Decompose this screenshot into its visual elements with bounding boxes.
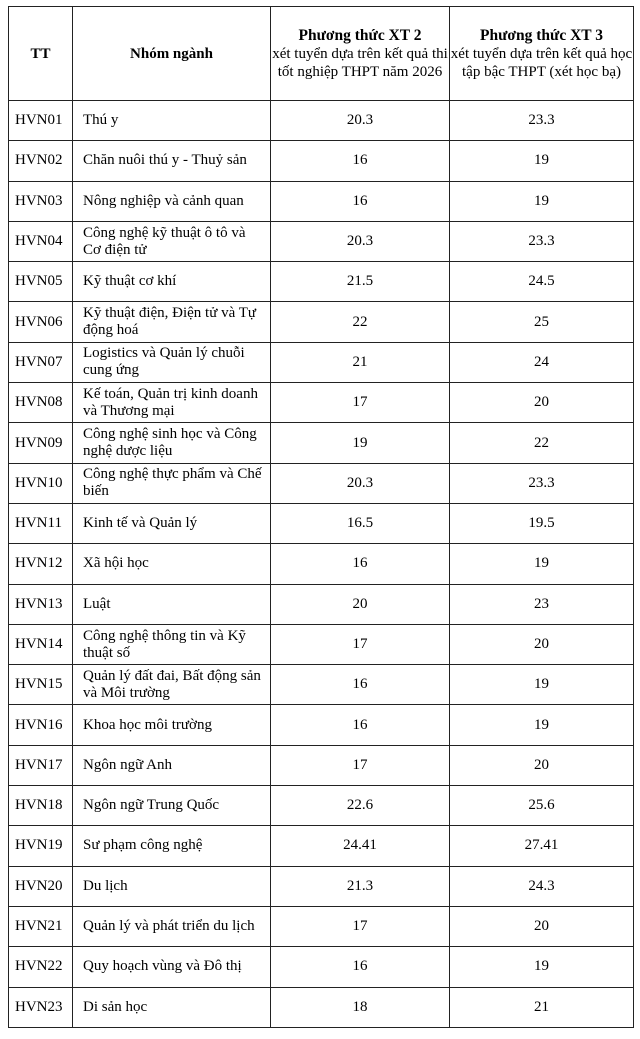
table-row [9,584,634,624]
row-xt2-score: 20.3 [271,463,450,503]
table-row [9,665,634,705]
row-group-name: Công nghệ thực phẩm và Chế biến [73,463,271,503]
row-xt3-score: 24.3 [450,866,634,906]
row-code: HVN05 [9,262,73,302]
row-xt2-score: 17 [271,745,450,785]
table-row [9,463,634,503]
table-header-row [9,7,634,101]
row-xt2-score: 16 [271,705,450,745]
row-group-name: Kinh tế và Quản lý [73,503,271,543]
row-xt3-score: 24.5 [450,262,634,302]
table-row [9,423,634,463]
row-xt2-score: 17 [271,383,450,423]
row-xt2-score: 21.5 [271,262,450,302]
row-group-name: Quy hoạch vùng và Đô thị [73,947,271,987]
row-code: HVN19 [9,826,73,866]
row-code: HVN08 [9,383,73,423]
row-group-name: Di sản học [73,987,271,1027]
table-row [9,262,634,302]
row-group-name: Chăn nuôi thú y - Thuỷ sản [73,141,271,181]
row-group-name: Du lịch [73,866,271,906]
row-group-name: Khoa học môi trường [73,705,271,745]
row-group-name: Nông nghiệp và cảnh quan [73,181,271,221]
header-xt3 [450,7,634,101]
row-xt2-score: 17 [271,906,450,946]
row-code: HVN12 [9,544,73,584]
row-code: HVN18 [9,786,73,826]
row-xt2-score: 16 [271,141,450,181]
row-group-name: Kỹ thuật điện, Điện tử và Tự động hoá [73,302,271,342]
row-group-name: Thú y [73,101,271,141]
header-group [73,7,271,101]
row-xt2-score: 18 [271,987,450,1027]
row-group-name: Ngôn ngữ Trung Quốc [73,786,271,826]
row-xt3-score: 25 [450,302,634,342]
row-xt2-score: 21 [271,342,450,382]
header-tt-label: TT [30,45,51,62]
row-group-name: Công nghệ sinh học và Công nghệ dược liệu [73,423,271,463]
row-group-name: Quản lý đất đai, Bất động sản và Môi trường [73,665,271,705]
row-group-name: Luật [73,584,271,624]
header-xt3-desc: xét tuyển dựa trên kết quả học tập bậc THPT (xét học bạ) [450,46,633,80]
table-row [9,866,634,906]
table-row [9,302,634,342]
row-xt3-score: 24 [450,342,634,382]
header-xt2 [271,7,450,101]
row-code: HVN17 [9,745,73,785]
header-xt2-title: Phương thức XT 2 [298,27,422,44]
row-xt3-score: 20 [450,624,634,664]
row-group-name: Ngôn ngữ Anh [73,745,271,785]
row-code: HVN10 [9,463,73,503]
row-xt3-score: 25.6 [450,786,634,826]
row-xt2-score: 16 [271,665,450,705]
row-xt2-score: 20.3 [271,101,450,141]
table-row [9,221,634,261]
table-row [9,624,634,664]
row-code: HVN07 [9,342,73,382]
row-xt2-score: 19 [271,423,450,463]
row-code: HVN06 [9,302,73,342]
row-group-name: Công nghệ kỹ thuật ô tô và Cơ điện tử [73,221,271,261]
table-row [9,181,634,221]
row-code: HVN15 [9,665,73,705]
row-xt2-score: 16 [271,181,450,221]
row-code: HVN02 [9,141,73,181]
admission-score-table-container [8,6,634,1028]
row-xt3-score: 19 [450,544,634,584]
row-group-name: Quản lý và phát triển du lịch [73,906,271,946]
row-xt3-score: 19 [450,181,634,221]
row-code: HVN09 [9,423,73,463]
row-code: HVN03 [9,181,73,221]
table-row [9,101,634,141]
row-xt3-score: 23.3 [450,101,634,141]
row-xt3-score: 23.3 [450,221,634,261]
row-xt3-score: 23 [450,584,634,624]
row-xt2-score: 20 [271,584,450,624]
admission-score-table [8,6,634,1028]
table-row [9,745,634,785]
row-code: HVN16 [9,705,73,745]
table-row [9,503,634,543]
row-code: HVN22 [9,947,73,987]
row-group-name: Logistics và Quản lý chuỗi cung ứng [73,342,271,382]
row-xt2-score: 20.3 [271,221,450,261]
table-row [9,141,634,181]
row-xt2-score: 21.3 [271,866,450,906]
table-row [9,987,634,1027]
header-xt2-desc: xét tuyển dựa trên kết quả thi tốt nghiệp THPT năm 2026 [272,46,448,80]
row-xt2-score: 22.6 [271,786,450,826]
row-xt2-score: 24.41 [271,826,450,866]
row-xt3-score: 23.3 [450,463,634,503]
row-xt3-score: 20 [450,383,634,423]
header-tt [9,7,73,101]
table-row [9,947,634,987]
table-row [9,544,634,584]
row-group-name: Xã hội học [73,544,271,584]
row-xt3-score: 22 [450,423,634,463]
header-xt3-title: Phương thức XT 3 [480,27,603,44]
header-group-label: Nhóm ngành [130,45,213,62]
row-xt3-score: 19 [450,665,634,705]
row-xt3-score: 19 [450,141,634,181]
table-row [9,826,634,866]
row-code: HVN11 [9,503,73,543]
row-xt2-score: 17 [271,624,450,664]
row-code: HVN14 [9,624,73,664]
row-xt3-score: 19.5 [450,503,634,543]
table-row [9,705,634,745]
row-code: HVN20 [9,866,73,906]
row-code: HVN01 [9,101,73,141]
row-group-name: Công nghệ thông tin và Kỹ thuật số [73,624,271,664]
row-group-name: Sư phạm công nghệ [73,826,271,866]
row-xt3-score: 19 [450,947,634,987]
table-body [9,101,634,1028]
row-xt2-score: 22 [271,302,450,342]
table-row [9,383,634,423]
row-xt2-score: 16 [271,947,450,987]
row-group-name: Kỹ thuật cơ khí [73,262,271,302]
row-xt3-score: 21 [450,987,634,1027]
row-code: HVN13 [9,584,73,624]
row-code: HVN04 [9,221,73,261]
table-row [9,906,634,946]
table-row [9,786,634,826]
row-group-name: Kế toán, Quản trị kinh doanh và Thương mại [73,383,271,423]
row-code: HVN23 [9,987,73,1027]
row-code: HVN21 [9,906,73,946]
row-xt2-score: 16.5 [271,503,450,543]
row-xt2-score: 16 [271,544,450,584]
table-row [9,342,634,382]
row-xt3-score: 19 [450,705,634,745]
row-xt3-score: 20 [450,906,634,946]
row-xt3-score: 27.41 [450,826,634,866]
row-xt3-score: 20 [450,745,634,785]
